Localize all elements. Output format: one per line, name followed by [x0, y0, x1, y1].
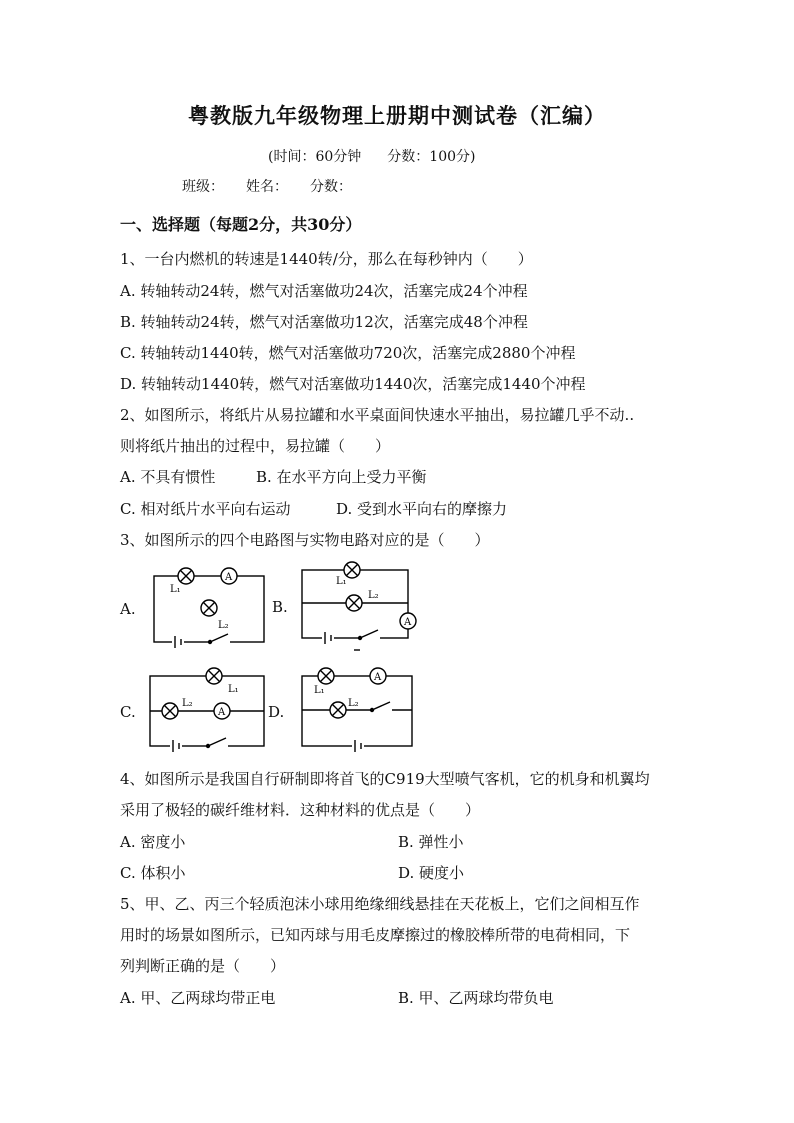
name-label: 姓名： [246, 179, 288, 195]
lamp-l1-label: L₁ [228, 684, 239, 695]
question-4-stem-line-2: 采用了极轻的碳纤维材料．这种材料的优点是（ ） [120, 801, 481, 819]
lamp-l2-icon [330, 702, 346, 718]
question-1-option-c: C. 转轴转动1440转，燃气对活塞做功720次，活塞完成2880个冲程 [120, 344, 576, 362]
question-4-option-b: B. 弹性小 [398, 833, 464, 851]
exam-score: 分数：100分) [387, 149, 476, 165]
lamp-l2-icon [162, 703, 178, 719]
battery-icon [172, 634, 184, 648]
circuit-diagram-d [296, 662, 420, 756]
question-5-option-b: B. 甲、乙两球均带负电 [398, 989, 554, 1007]
lamp-l2-icon [346, 595, 362, 611]
lamp-l1-icon [318, 668, 334, 684]
question-5-option-a: A. 甲、乙两球均带正电 [120, 989, 276, 1007]
exam-meta [268, 146, 475, 166]
question-5-stem-line-2: 用时的场景如图所示，已知丙球与用毛皮摩擦过的橡胶棒所带的电荷相同，下 [120, 926, 631, 944]
ammeter-label: A [218, 707, 226, 718]
question-1-stem: 1、一台内燃机的转速是1440转/分，那么在每秒钟内（ ） [120, 250, 533, 268]
battery-icon [352, 738, 364, 752]
circuit-b-label: B. [272, 598, 288, 616]
exam-time: (时间：60分钟 [268, 149, 362, 165]
switch-icon [370, 702, 392, 714]
score-label: 分数： [310, 179, 352, 195]
battery-icon [322, 630, 334, 644]
circuit-diagram-c [146, 662, 272, 756]
question-2-option-b: B. 在水平方向上受力平衡 [256, 468, 427, 486]
lamp-l2-label: L₂ [182, 698, 193, 709]
question-1-option-d: D. 转轴转动1440转，燃气对活塞做功1440次，活塞完成1440个冲程 [120, 375, 586, 393]
circuit-c-label: C. [120, 703, 136, 721]
question-2-option-d: D. 受到水平向右的摩擦力 [336, 500, 508, 518]
class-label: 班级： [182, 179, 224, 195]
ammeter-label: A [374, 672, 382, 683]
ammeter-label: A [404, 617, 412, 628]
lamp-l1-icon [178, 568, 194, 584]
ammeter-label: A [225, 572, 233, 583]
lamp-l1-label: L₁ [314, 685, 325, 696]
lamp-l2-icon [201, 600, 217, 616]
battery-icon [170, 738, 182, 752]
student-info [182, 176, 374, 196]
page-title: 粤教版九年级物理上册期中测试卷（汇编） [188, 103, 606, 128]
circuit-d-label: D. [268, 703, 285, 721]
lamp-l1-label: L₁ [336, 576, 347, 587]
switch-icon [208, 634, 230, 646]
circuit-a-label: A. [120, 600, 136, 618]
section-title: 一、选择题（每题2分，共30分） [120, 215, 362, 234]
lamp-l1-label: L₁ [170, 584, 181, 595]
lamp-l2-label: L₂ [218, 620, 229, 631]
question-1-option-a: A. 转轴转动24转，燃气对活塞做功24次，活塞完成24个冲程 [120, 282, 528, 300]
lamp-l2-label: L₂ [348, 698, 359, 709]
circuit-diagram-a [148, 562, 270, 654]
question-2-option-c: C. 相对纸片水平向右运动 [120, 500, 291, 518]
question-5-stem-line-1: 5、甲、乙、丙三个轻质泡沫小球用绝缘细线悬挂在天花板上，它们之间相互作 [120, 895, 640, 913]
lamp-l1-icon [206, 668, 222, 684]
question-4-option-a: A. 密度小 [120, 833, 186, 851]
switch-icon [206, 738, 228, 750]
question-4-option-c: C. 体积小 [120, 864, 186, 882]
switch-icon [358, 630, 380, 642]
question-2-stem-line-1: 2、如图所示，将纸片从易拉罐和水平桌面间快速水平抽出，易拉罐几乎不动.. [120, 406, 635, 424]
circuit-diagram-b [296, 560, 422, 656]
question-1-option-b: B. 转轴转动24转，燃气对活塞做功12次，活塞完成48个冲程 [120, 313, 528, 331]
question-4-stem-line-1: 4、如图所示是我国自行研制即将首飞的C919大型喷气客机，它的机身和机翼均 [120, 770, 650, 788]
question-2-stem-line-2: 则将纸片抽出的过程中，易拉罐（ ） [120, 437, 391, 455]
question-3-stem: 3、如图所示的四个电路图与实物电路对应的是（ ） [120, 531, 490, 549]
question-4-option-d: D. 硬度小 [398, 864, 465, 882]
question-2-option-a: A. 不具有惯性 [120, 468, 216, 486]
lamp-l2-label: L₂ [368, 590, 379, 601]
question-5-stem-line-3: 列判断正确的是（ ） [120, 957, 286, 975]
